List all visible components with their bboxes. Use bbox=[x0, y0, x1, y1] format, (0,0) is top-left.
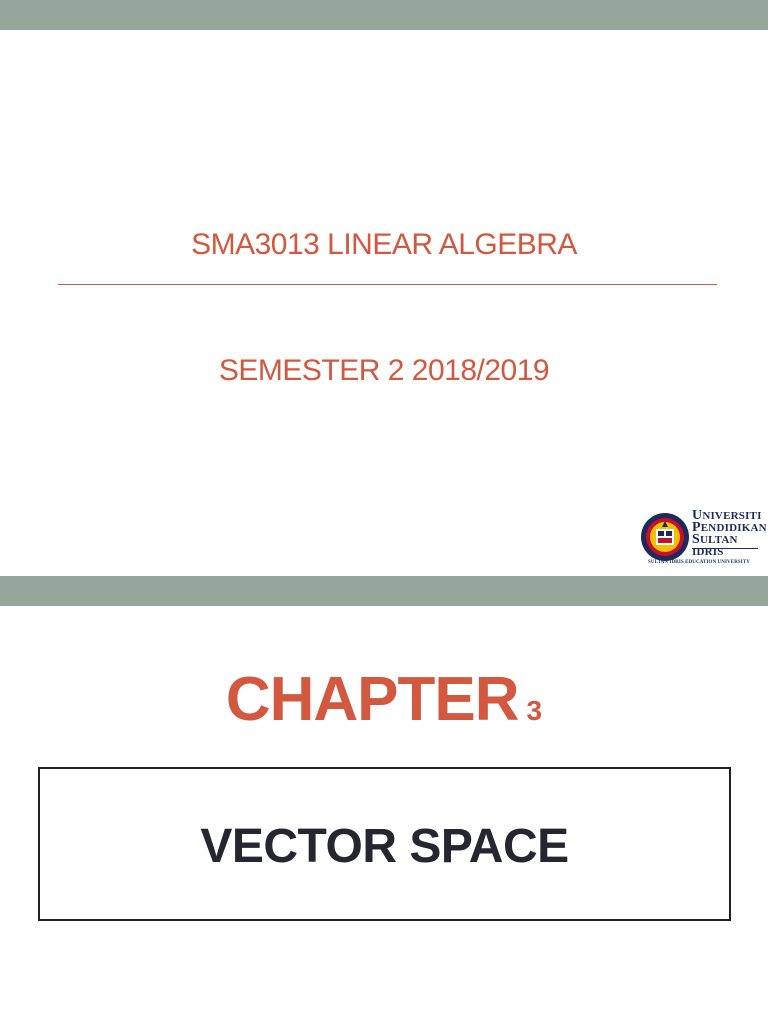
course-title: SMA3013 LINEAR ALGEBRA bbox=[191, 228, 577, 261]
logo-line-2: ENDIDIKAN bbox=[700, 522, 767, 534]
university-logo bbox=[640, 508, 767, 570]
university-wordmark: UNIVERSITI PENDIDIKAN SULTAN IDRIS bbox=[692, 508, 767, 558]
top-band bbox=[0, 0, 768, 30]
chapter-word: CHAPTER bbox=[225, 665, 519, 734]
logo-divider bbox=[692, 548, 758, 549]
logo-line-1: NIVERSITI bbox=[702, 510, 762, 522]
logo-line-3: ULTAN IDRIS bbox=[692, 534, 738, 558]
chapter-heading bbox=[0, 664, 768, 735]
topic-box bbox=[38, 767, 731, 921]
title-divider bbox=[58, 284, 717, 285]
topic-title: VECTOR SPACE bbox=[200, 820, 569, 873]
chapter-number: 3 bbox=[526, 695, 543, 726]
semester-label: SEMESTER 2 2018/2019 bbox=[218, 354, 550, 387]
university-seal-icon bbox=[640, 512, 690, 562]
logo-subtitle: SULTAN IDRIS EDUCATION UNIVERSITY bbox=[648, 560, 750, 565]
middle-band bbox=[0, 576, 768, 606]
